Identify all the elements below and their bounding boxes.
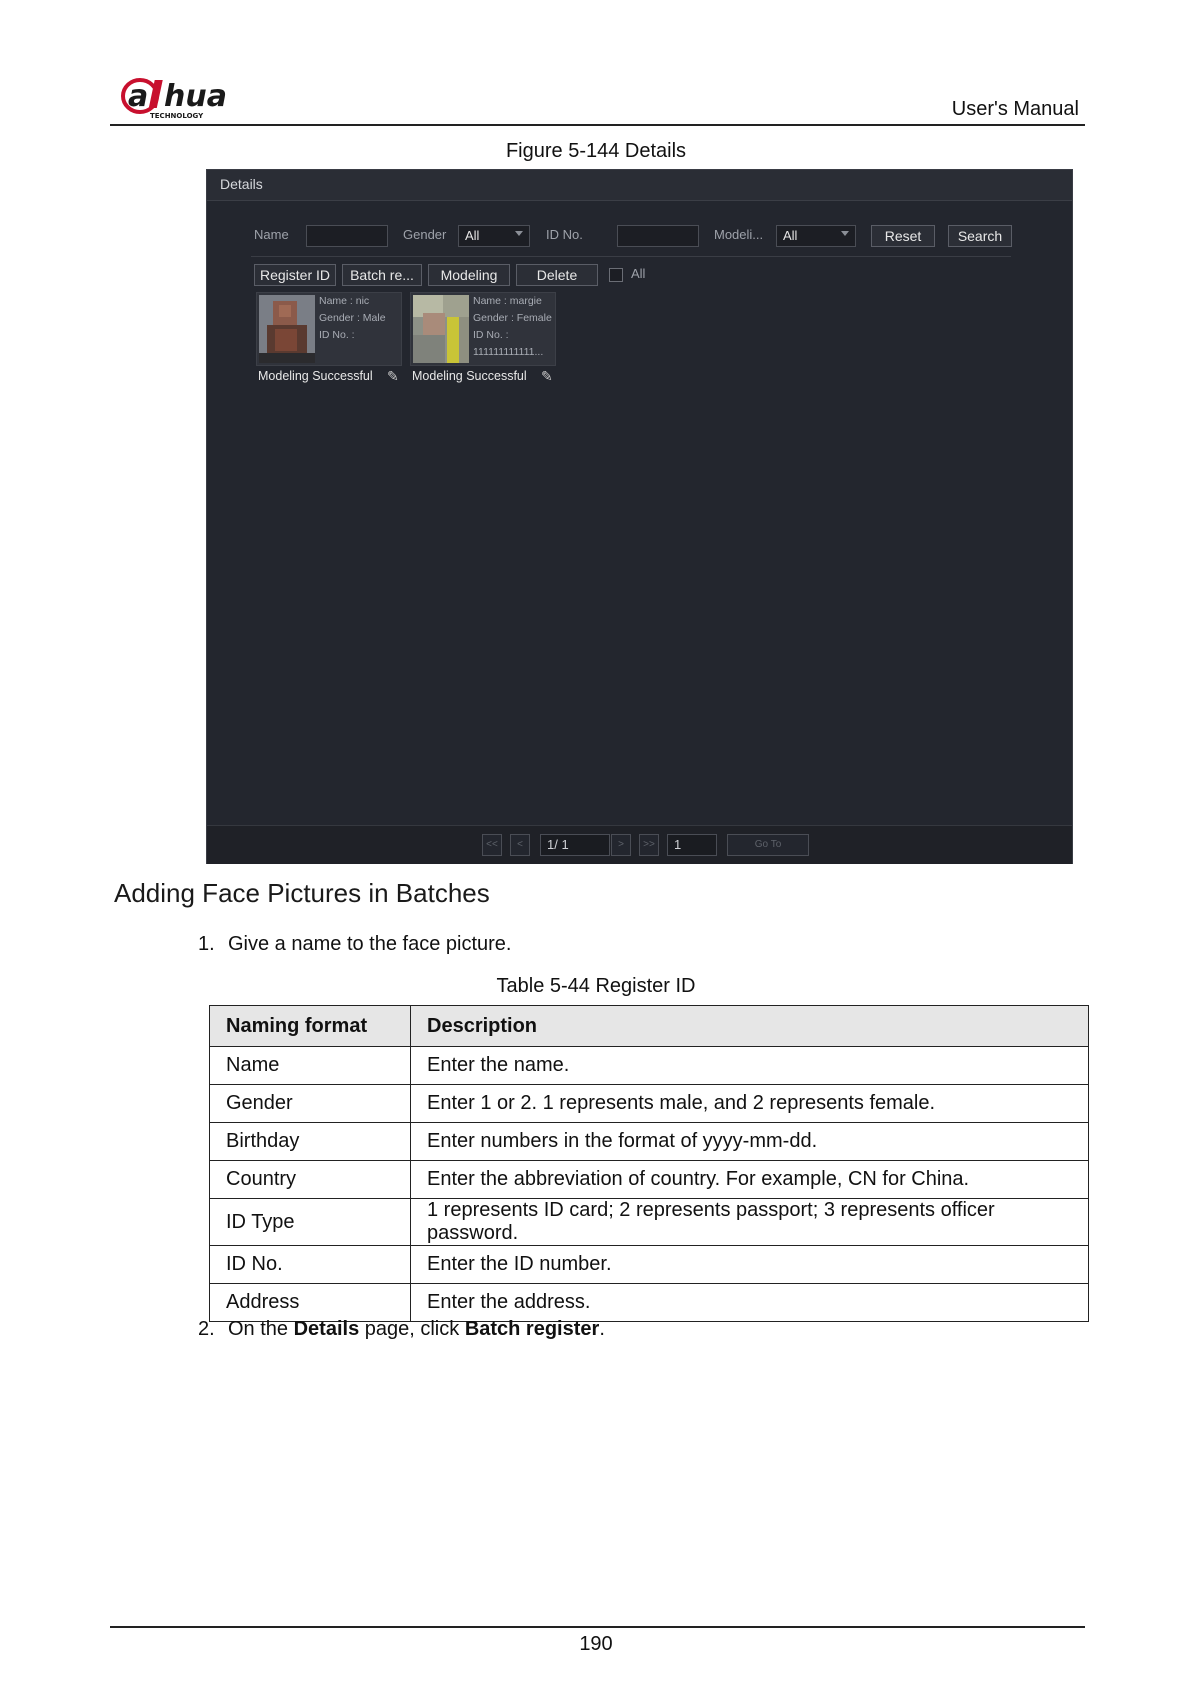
card-id: ID No. : [473, 329, 509, 341]
card-id-value: 111111111111... [473, 346, 544, 358]
column-header: Description [411, 1006, 1089, 1047]
first-page-button[interactable]: << [482, 834, 502, 856]
figure-caption: Figure 5-144 Details [505, 140, 687, 162]
pencil-icon[interactable]: ✎ [541, 368, 553, 384]
id-filter-input[interactable] [617, 225, 699, 247]
modeling-filter-select[interactable] [776, 225, 856, 247]
step-1-text: Give a name to the face picture. [228, 933, 512, 955]
modeling-filter-label: Modeli... [714, 227, 764, 242]
pagination-bar [207, 825, 1072, 864]
description-cell: Enter 1 or 2. 1 represents male, and 2 represents female. [411, 1085, 1089, 1123]
face-card[interactable] [256, 292, 402, 366]
naming-format-cell: ID Type [210, 1199, 411, 1246]
select-all-checkbox[interactable] [609, 268, 623, 282]
step-2-post: . [599, 1318, 605, 1340]
naming-format-cell: ID No. [210, 1246, 411, 1284]
goto-button[interactable]: Go To [727, 834, 809, 856]
card-gender: Gender : Male [319, 312, 386, 324]
gender-filter-label: Gender [403, 227, 447, 242]
page-indicator: 1/ 1 [540, 834, 610, 856]
table-row [210, 1284, 1089, 1322]
chevron-down-icon [841, 231, 849, 236]
face-card[interactable] [410, 292, 556, 366]
table-row [210, 1085, 1089, 1123]
step-2-pre: On the [228, 1318, 294, 1340]
gender-filter-select[interactable] [458, 225, 530, 247]
dahua-logo [120, 74, 260, 120]
panel-title: Details [220, 176, 263, 192]
face-thumbnail [259, 295, 315, 363]
table-caption: Table 5-44 Register ID [496, 975, 696, 997]
naming-format-cell: Gender [210, 1085, 411, 1123]
svg-text:a: a [128, 79, 149, 114]
face-thumbnail [413, 295, 469, 363]
card-id: ID No. : [319, 329, 355, 341]
naming-format-cell: Birthday [210, 1123, 411, 1161]
chevron-down-icon [515, 231, 523, 236]
goto-page-input[interactable]: 1 [667, 834, 717, 856]
modeling-button[interactable]: Modeling [428, 264, 510, 286]
description-cell: Enter numbers in the format of yyyy-mm-dd. [411, 1123, 1089, 1161]
card-name: Name : nic [319, 295, 370, 307]
pencil-icon[interactable]: ✎ [387, 368, 399, 384]
table-row [210, 1199, 1089, 1246]
gender-filter-value: All [465, 228, 480, 243]
batch-register-ref: Batch register [464, 1318, 600, 1340]
prev-page-button[interactable]: < [510, 834, 530, 856]
modeling-filter-value: All [783, 228, 798, 243]
table-header-row [210, 1006, 1089, 1047]
description-cell: Enter the ID number. [411, 1246, 1089, 1284]
description-cell: 1 represents ID card; 2 represents passport; 3 represents officer password. [411, 1199, 1089, 1246]
card-status: Modeling Successful [412, 369, 527, 383]
table-row [210, 1161, 1089, 1199]
panel-title-bar [207, 170, 1072, 201]
table-row [210, 1047, 1089, 1085]
step-2-mid: page, click [359, 1318, 465, 1340]
reset-button[interactable]: Reset [871, 225, 935, 247]
naming-format-cell: Name [210, 1047, 411, 1085]
details-page-ref: Details [293, 1318, 360, 1340]
card-gender: Gender : Female [473, 312, 552, 324]
step-1-number: 1. [198, 933, 215, 955]
naming-format-cell: Address [210, 1284, 411, 1322]
select-all-label: All [631, 266, 646, 281]
name-filter-label: Name [254, 227, 289, 242]
id-filter-label: ID No. [546, 227, 583, 242]
description-cell: Enter the abbreviation of country. For example, CN for China. [411, 1161, 1089, 1199]
next-page-button[interactable]: > [611, 834, 631, 856]
table-row [210, 1246, 1089, 1284]
register-id-button[interactable]: Register ID [254, 264, 336, 286]
card-name: Name : margie [473, 295, 542, 307]
manual-title: User's Manual [951, 98, 1079, 120]
svg-text:TECHNOLOGY: TECHNOLOGY [150, 112, 204, 120]
step-2-text [228, 1318, 605, 1341]
details-panel [206, 169, 1073, 864]
last-page-button[interactable]: >> [639, 834, 659, 856]
svg-text:hua: hua [164, 79, 227, 114]
description-cell: Enter the address. [411, 1284, 1089, 1322]
column-header: Naming format [210, 1006, 411, 1047]
naming-format-cell: Country [210, 1161, 411, 1199]
footer-rule [110, 1626, 1085, 1628]
batch-register-button[interactable]: Batch re... [342, 264, 422, 286]
card-status: Modeling Successful [258, 369, 373, 383]
header-rule [110, 124, 1085, 126]
page-number: 190 [579, 1633, 613, 1655]
step-2-number: 2. [198, 1318, 215, 1340]
search-button[interactable]: Search [948, 225, 1012, 247]
description-cell: Enter the name. [411, 1047, 1089, 1085]
filter-divider [251, 256, 1011, 257]
delete-button[interactable]: Delete [516, 264, 598, 286]
table-row [210, 1123, 1089, 1161]
register-id-table [209, 1005, 1089, 1322]
name-filter-input[interactable] [306, 225, 388, 247]
section-heading: Adding Face Pictures in Batches [114, 878, 490, 908]
